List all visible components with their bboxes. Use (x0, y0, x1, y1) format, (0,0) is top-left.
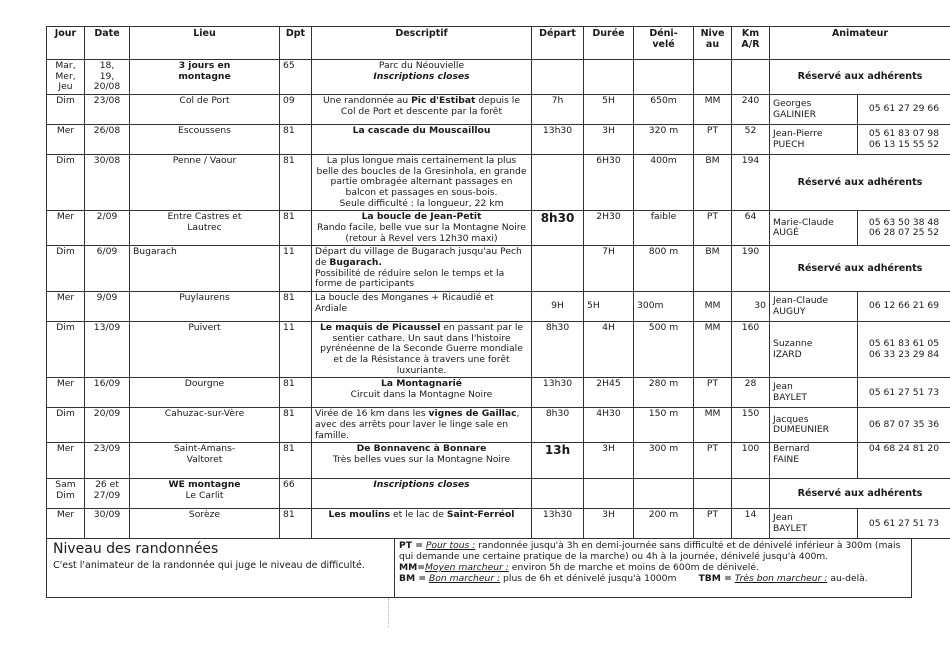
cell-dpt: 81 (280, 211, 312, 246)
cell-date: 30/09 (85, 509, 130, 539)
desc-title: De Bonnavenc à Bonnare (356, 443, 487, 455)
desc-highlight: Les moulins (328, 509, 391, 521)
header-descriptif: Descriptif (312, 27, 532, 60)
cell-depart (532, 60, 584, 95)
animateur-name: Jean BAYLET (770, 509, 858, 539)
header-niveau: Nive au (694, 27, 732, 60)
cell-date: 16/09 (85, 378, 130, 408)
cell-lieu: Escoussens (130, 125, 280, 155)
animateur-name: Suzanne IZARD (770, 322, 858, 378)
cell-km: 100 (732, 443, 770, 479)
cell-km (732, 60, 770, 95)
cell-date: 23/08 (85, 95, 130, 125)
pt-text: randonnée jusqu'à 3h en demi-journée sans difficulté et de dénivelé inférieur à 300m (mais qui demande une certaine pratique de la marche) ou 4h à la journée, dénivelé jusqu'à 400m. (399, 540, 901, 563)
divider-line (388, 598, 390, 628)
cell-jour: Dim (47, 408, 85, 443)
cell-km: 160 (732, 322, 770, 378)
table-row (47, 322, 950, 378)
cell-lieu: Sorèze (130, 509, 280, 539)
cell-lieu: Puivert (130, 322, 280, 378)
cell-dpt: 81 (280, 408, 312, 443)
cell-descriptif (312, 211, 532, 246)
cell-depart: 8h30 (532, 408, 584, 443)
cell-niveau (694, 60, 732, 95)
bm-label: Bon marcheur : (428, 573, 501, 585)
cell-depart: 13h30 (532, 509, 584, 539)
cell-lieu: Col de Port (130, 95, 280, 125)
cell-descriptif (312, 408, 532, 443)
cell-depart: 13h (532, 443, 584, 479)
cell-duree: 2H45 (584, 378, 634, 408)
cell-denivele: 300 m (634, 443, 694, 479)
cell-niveau: PT (694, 378, 732, 408)
cell-date: 9/09 (85, 292, 130, 322)
cell-niveau: PT (694, 509, 732, 539)
mm-label: Moyen marcheur : (424, 562, 509, 574)
cell-jour: Mer (47, 125, 85, 155)
cell-lieu: Entre Castres et Lautrec (130, 211, 280, 246)
cell-jour: Dim (47, 322, 85, 378)
header-duree: Durée (584, 27, 634, 60)
cell-depart: 8h30 (532, 322, 584, 378)
desc-highlight: Bugarach. (329, 257, 382, 269)
mm-abbr: MM= (399, 562, 425, 574)
cell-date: 18, 19, 20/08 (85, 60, 130, 95)
cell-km (732, 479, 770, 509)
cell-km: 64 (732, 211, 770, 246)
mm-text: environ 5h de marche et moins de 600m de dénivelé. (508, 562, 759, 574)
table-row (47, 509, 950, 539)
cell-date: 26 et 27/09 (85, 479, 130, 509)
cell-denivele: 800 m (634, 246, 694, 292)
cell-denivele: 280 m (634, 378, 694, 408)
cell-duree: 5H (584, 95, 634, 125)
cell-denivele: 650m (634, 95, 694, 125)
cell-jour: Sam Dim (47, 479, 85, 509)
cell-depart (532, 479, 584, 509)
header-animateur: Animateur (770, 27, 950, 60)
cell-descriptif (312, 95, 532, 125)
legend-intro (47, 539, 394, 597)
animateur-name: Bernard FAINE (770, 443, 858, 479)
animateur-name: Georges GALINIER (770, 95, 858, 125)
cell-denivele: 200 m (634, 509, 694, 539)
animateur-name: Marie-Claude AUGÉ (770, 211, 858, 246)
pt-abbr: PT = (399, 540, 423, 551)
cell-lieu: Penne / Vaour (130, 155, 280, 211)
header-date: Date (85, 27, 130, 60)
cell-denivele (634, 60, 694, 95)
header-lieu: Lieu (130, 27, 280, 60)
animateur-phone: 04 68 24 81 20 (858, 443, 950, 479)
cell-dpt: 65 (280, 60, 312, 95)
animateur-phone: 05 61 27 51 73 (858, 509, 950, 539)
table-row (47, 246, 950, 292)
cell-dpt: 11 (280, 246, 312, 292)
cell-descriptif: La cascade du Mouscaillou (312, 125, 532, 155)
cell-dpt: 81 (280, 378, 312, 408)
reserved-label: Réservé aux adhérents (770, 60, 950, 95)
cell-denivele: 320 m (634, 125, 694, 155)
cell-niveau: MM (694, 322, 732, 378)
cell-km: 194 (732, 155, 770, 211)
desc-highlight: Pic d'Estibat (411, 95, 476, 107)
cell-denivele (634, 479, 694, 509)
schedule-table (46, 26, 950, 539)
cell-jour: Mer (47, 378, 85, 408)
cell-depart: 9H (532, 292, 584, 322)
desc-closed: Inscriptions closes (373, 70, 470, 82)
cell-jour: Mer (47, 292, 85, 322)
pt-label: Pour tous : (425, 540, 476, 551)
cell-duree: 7H (584, 246, 634, 292)
cell-jour: Dim (47, 95, 85, 125)
cell-dpt: 81 (280, 292, 312, 322)
header-dpt: Dpt (280, 27, 312, 60)
cell-dpt: 81 (280, 155, 312, 211)
legend-pt (399, 540, 907, 562)
cell-jour: Dim (47, 155, 85, 211)
cell-dpt: 11 (280, 322, 312, 378)
animateur-phone: 05 63 50 38 48 06 28 07 25 52 (858, 211, 950, 246)
cell-dpt: 81 (280, 509, 312, 539)
table-row (47, 443, 950, 479)
table-row (47, 95, 950, 125)
header-row (47, 27, 950, 60)
table-row (47, 155, 950, 211)
bm-abbr: BM = (399, 573, 427, 585)
cell-date: 23/09 (85, 443, 130, 479)
cell-dpt: 66 (280, 479, 312, 509)
cell-date: 26/08 (85, 125, 130, 155)
cell-niveau: BM (694, 246, 732, 292)
cell-duree: 2H30 (584, 211, 634, 246)
cell-descriptif (312, 60, 532, 95)
cell-duree: 4H (584, 322, 634, 378)
cell-niveau (694, 479, 732, 509)
cell-lieu (130, 479, 280, 509)
animateur-phone: 05 61 27 29 66 (858, 95, 950, 125)
desc-text: Parc du Néouvielle (378, 60, 465, 71)
cell-dpt: 09 (280, 95, 312, 125)
cell-jour: Mer (47, 443, 85, 479)
cell-km: 28 (732, 378, 770, 408)
tbm-text: au-delà. (827, 573, 868, 585)
cell-duree: 3H (584, 125, 634, 155)
cell-date: 2/09 (85, 211, 130, 246)
cell-km: 150 (732, 408, 770, 443)
cell-km: 190 (732, 246, 770, 292)
cell-duree: 5H (584, 292, 634, 322)
desc-text-end: , avec des arrêts pour laver le linge sale en famille. (315, 408, 520, 441)
reserved-label: Réservé aux adhérents (770, 155, 950, 211)
cell-jour: Mar, Mer, Jeu (47, 60, 85, 95)
desc-text: en passant par le sentier cathare. Un saut dans l'histoire pyrénéenne de la Seconde Guerre mondiale et de la Résistance à travers une forêt luxuriante. (320, 322, 524, 376)
cell-duree (584, 60, 634, 95)
desc-text: Très belles vues sur la Montagne Noire (332, 454, 511, 466)
cell-depart: 13h30 (532, 378, 584, 408)
cell-date: 13/09 (85, 322, 130, 378)
desc-highlight: vignes de Gaillac (428, 408, 517, 420)
lieu-sub: Le Carlit (185, 490, 224, 502)
desc-title: La boucle de Jean-Petit (361, 211, 482, 223)
table-row (47, 125, 950, 155)
desc-text: Une randonnée au (323, 95, 412, 107)
table-row (47, 378, 950, 408)
cell-lieu: Dourgne (130, 378, 280, 408)
cell-niveau: MM (694, 408, 732, 443)
animateur-name: Jacques DUMEUNIER (770, 408, 858, 443)
legend-definitions (394, 539, 911, 597)
desc-text: Rando facile, belle vue sur la Montagne Noire (retour à Revel vers 12h30 maxi) (316, 222, 527, 244)
lieu-title: WE montagne (168, 479, 241, 491)
cell-dpt: 81 (280, 443, 312, 479)
cell-lieu: Cahuzac-sur-Vère (130, 408, 280, 443)
cell-denivele: 500 m (634, 322, 694, 378)
cell-date: 6/09 (85, 246, 130, 292)
cell-niveau: PT (694, 211, 732, 246)
cell-jour: Mer (47, 509, 85, 539)
table-row (47, 408, 950, 443)
cell-niveau: BM (694, 155, 732, 211)
bm-text: plus de 6h et dénivelé jusqu'à 1000m (500, 573, 677, 585)
reserved-label: Réservé aux adhérents (770, 479, 950, 509)
cell-km: 30 (732, 292, 770, 322)
cell-dpt: 81 (280, 125, 312, 155)
desc-text-end: Possibilité de réduire selon le temps et la forme de participants (315, 267, 505, 290)
animateur-phone: 06 12 66 21 69 (858, 292, 950, 322)
legend-subtitle: C'est l'animateur de la randonnée qui juge le niveau de difficulté. (53, 560, 365, 571)
animateur-phone: 05 61 27 51 73 (858, 378, 950, 408)
cell-lieu: Bugarach (130, 246, 280, 292)
table-row (47, 211, 950, 246)
animateur-name: Jean-Pierre PUECH (770, 125, 858, 155)
animateur-phone: 05 61 83 07 98 06 13 15 55 52 (858, 125, 950, 155)
cell-km: 240 (732, 95, 770, 125)
animateur-phone: 06 87 07 35 36 (858, 408, 950, 443)
cell-depart (532, 246, 584, 292)
desc-highlight: Le maquis de Picaussel (319, 322, 441, 334)
cell-depart: 8h30 (532, 211, 584, 246)
cell-descriptif (312, 322, 532, 378)
desc-text-end: depuis le Col de Port et descente par la forêt (340, 95, 520, 117)
tbm-label: Très bon marcheur : (734, 573, 828, 585)
cell-duree: 3H (584, 443, 634, 479)
table-row (47, 60, 950, 95)
cell-km: 14 (732, 509, 770, 539)
cell-denivele: 300m (634, 292, 694, 322)
cell-lieu: 3 jours en montagne (130, 60, 280, 95)
legend-mm (399, 562, 907, 573)
cell-denivele: faible (634, 211, 694, 246)
desc-title: La Montagnarié (380, 378, 463, 390)
cell-descriptif: La plus longue mais certainement la plus belle des boucles de la Gresinhola, en grande partie ombragée alternant passages en balcon et passages en sous-bois. Seule difficulté : la longueur, 22 km (312, 155, 532, 211)
legend-bm-tbm (399, 573, 907, 584)
reserved-label: Réservé aux adhérents (770, 246, 950, 292)
cell-descriptif (312, 246, 532, 292)
cell-depart: 7h (532, 95, 584, 125)
desc-text: Départ du village de Bugarach jusqu'au Pech de (315, 246, 522, 269)
cell-lieu: Puylaurens (130, 292, 280, 322)
cell-date: 30/08 (85, 155, 130, 211)
cell-depart: 13h30 (532, 125, 584, 155)
cell-descriptif (312, 378, 532, 408)
header-jour: Jour (47, 27, 85, 60)
header-km: Km A/R (732, 27, 770, 60)
difficulty-legend (46, 538, 912, 598)
desc-text: et le lac de (390, 509, 447, 521)
cell-jour: Dim (47, 246, 85, 292)
cell-duree: 6H30 (584, 155, 634, 211)
cell-date: 20/09 (85, 408, 130, 443)
animateur-name: Jean-Claude AUGUY (770, 292, 858, 322)
cell-duree (584, 479, 634, 509)
animateur-phone: 05 61 83 61 05 06 33 23 29 84 (858, 322, 950, 378)
header-depart: Départ (532, 27, 584, 60)
cell-niveau: MM (694, 95, 732, 125)
cell-depart (532, 155, 584, 211)
cell-denivele: 150 m (634, 408, 694, 443)
cell-niveau: MM (694, 292, 732, 322)
cell-lieu: Saint-Amans- Valtoret (130, 443, 280, 479)
header-denivele: Déni- velé (634, 27, 694, 60)
animateur-name: Jean BAYLET (770, 378, 858, 408)
cell-niveau: PT (694, 443, 732, 479)
desc-highlight-end: Saint-Ferréol (446, 509, 515, 521)
cell-jour: Mer (47, 211, 85, 246)
legend-title: Niveau des randonnées (53, 541, 219, 557)
cell-niveau: PT (694, 125, 732, 155)
cell-descriptif (312, 443, 532, 479)
cell-denivele: 400m (634, 155, 694, 211)
tbm-abbr: TBM = (698, 573, 732, 585)
cell-duree: 3H (584, 509, 634, 539)
cell-duree: 4H30 (584, 408, 634, 443)
cell-descriptif: Inscriptions closes (312, 479, 532, 509)
desc-text: Virée de 16 km dans les (315, 408, 429, 420)
table-row (47, 292, 950, 322)
cell-km: 52 (732, 125, 770, 155)
table-row (47, 479, 950, 509)
cell-descriptif: La boucle des Monganes + Ricaudié et Ardiale (312, 292, 532, 322)
cell-descriptif (312, 509, 532, 539)
desc-text: Circuit dans la Montagne Noire (350, 389, 493, 401)
